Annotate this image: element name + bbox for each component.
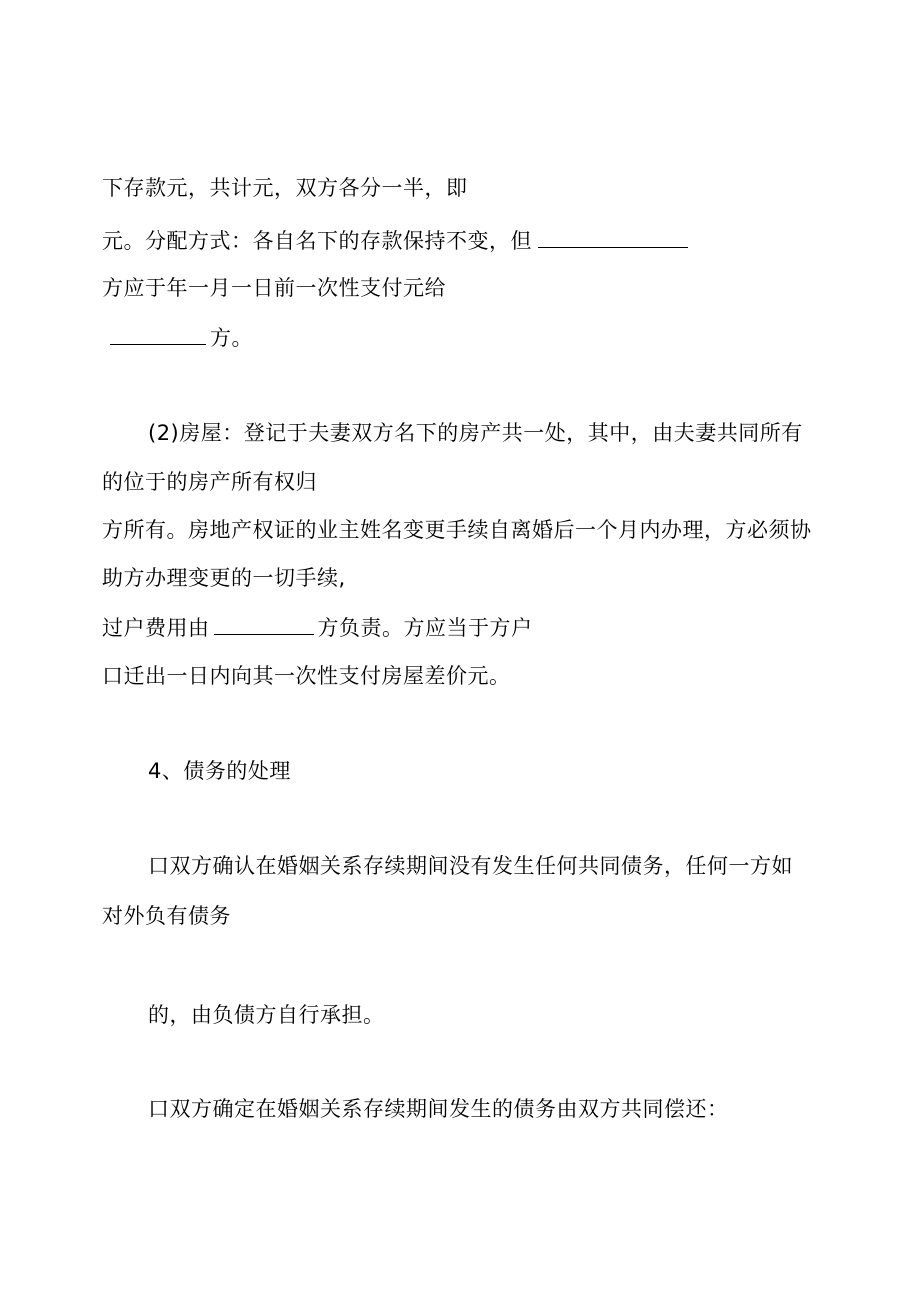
text-line-4-text: 方。 — [210, 326, 253, 350]
blank-underline — [214, 614, 314, 635]
text-line-13: 对外负有债务 — [102, 904, 231, 928]
text-line-2-text: 元。分配方式：各自名下的存款保持不变，但 — [102, 229, 532, 253]
text-line-14: 的，由负债方自行承担。 — [148, 1003, 385, 1027]
text-line-5: (2)房屋：登记于夫妻双方名下的房产共一处，其中，由夫妻共同所有 — [148, 421, 803, 445]
text-line-9-text-a: 过户费用由 — [102, 616, 210, 640]
text-line-3: 方应于年一月一日前一次性支付元给 — [102, 276, 446, 300]
text-line-4 — [110, 324, 253, 352]
blank-underline — [538, 227, 688, 248]
text-line-1: 下存款元，共计元，双方各分一半，即 — [102, 176, 468, 200]
text-line-10: 口迁出一日内向其一次性支付房屋差价元。 — [102, 664, 511, 688]
text-line-2 — [102, 227, 688, 255]
text-line-8: 助方办理变更的一切手续, — [102, 566, 346, 590]
blank-underline — [110, 324, 206, 345]
text-line-9 — [102, 614, 533, 642]
section-heading-debts: 4、债务的处理 — [148, 759, 291, 783]
text-line-15: 口双方确定在婚姻关系存续期间发生的债务由双方共同偿还： — [148, 1097, 729, 1121]
text-line-12: 口双方确认在婚姻关系存续期间没有发生任何共同债务，任何一方如 — [148, 854, 793, 878]
text-line-7: 方所有。房地产权证的业主姓名变更手续自离婚后一个月内办理，方必须协 — [102, 518, 812, 542]
text-line-6: 的位于的房产所有权归 — [102, 470, 317, 494]
text-line-9-text-b: 方负责。方应当于方户 — [317, 616, 533, 640]
